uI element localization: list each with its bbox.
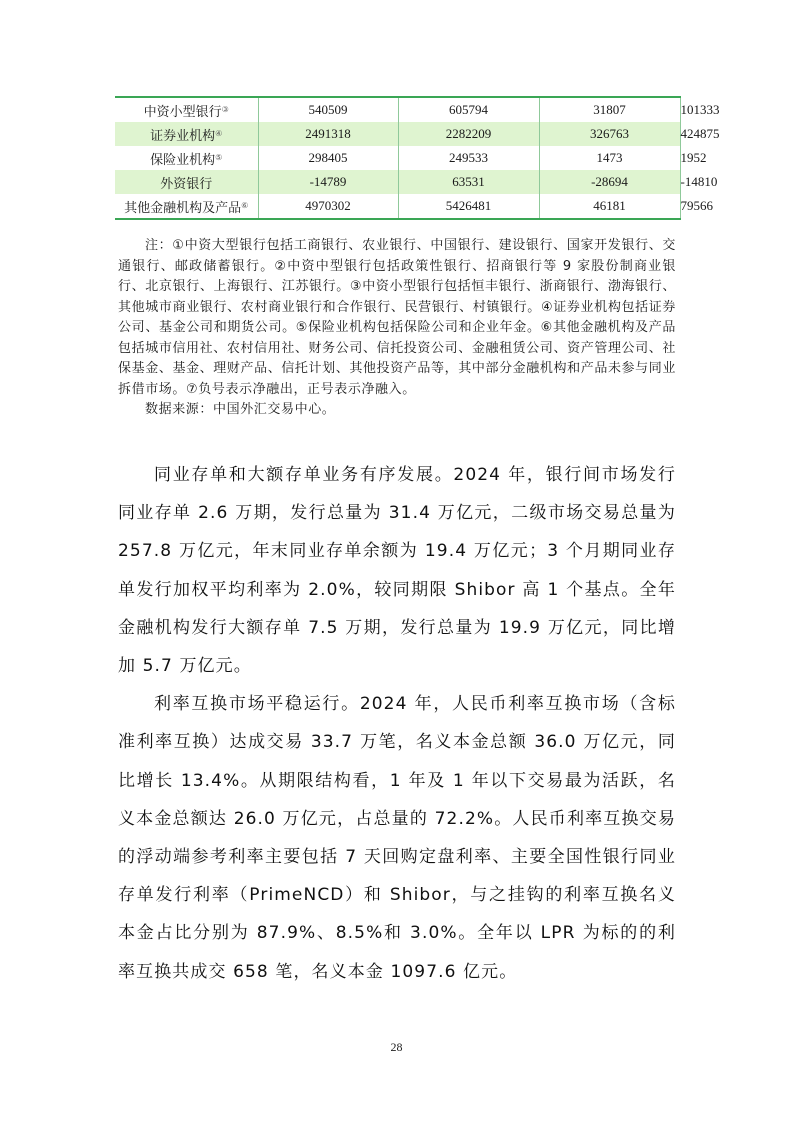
notes-text: 注：①中资大型银行包括工商银行、农业银行、中国银行、建设银行、国家开发银行、交通银行、邮政储蓄银行。②中资中型银行包括政策性银行、招商银行等 9 家股份制商业银行、北京银行、上海银行、江苏银行。③中资小型银行包括恒丰银行、浙商银行、渤海银行、其他城市商业银行、农村商业银行和合作银行、民营银行、村镇银行。④证券业机构包括证券公司、基金公司和期货公司。⑤保险业机构包括保险公司和企业年金。⑥其他金融机构及产品包括城市信用社、农村信用社、财务公司、信托投资公司、金融租赁公司、资产管理公司、社保基金、基金、理财产品、信托计划、其他投资产品等，其中部分金融机构和产品未参与同业拆借市场。⑦负号表示净融出，正号表示净融入。	[118, 238, 676, 397]
interbank-lending-table	[115, 96, 720, 220]
paragraph-ncd: 同业存单和大额存单业务有序发展。2024 年，银行间市场发行同业存单 2.6 万期，发行总量为 31.4 万亿元，二级市场交易总量为 257.8 万亿元，年末同业存单余额为 19.4 万亿元；3 个月期同业存单发行加权平均利率为 2.0%，较同期限 Shibor 高 1 个基点。全年金融机构发行大额存单 7.5 万期，发行总量为 19.9 万亿元，同比增加 5.7 万亿元。	[118, 465, 676, 677]
table-cell: 326763	[539, 122, 680, 146]
table-cell: 540509	[258, 97, 398, 122]
page-number: 28	[390, 1040, 403, 1054]
row-label: 保险业机构⑤	[150, 151, 223, 167]
table-row: 外资银行 -14789 63531 -28694 -14810	[115, 170, 680, 194]
table-cell: 63531	[398, 170, 539, 194]
row-label: 中资小型银行③	[115, 97, 258, 122]
table-cell: 605794	[398, 97, 539, 122]
table-cell: -28694	[539, 170, 680, 194]
table-row: 保险业机构⑤ 298405 249533 1473 1952	[115, 146, 680, 170]
footnote-marker: ⑤	[215, 152, 223, 162]
body-text	[118, 456, 676, 991]
table-cell: 2282209	[398, 122, 539, 146]
table-cell: 2491318	[258, 122, 398, 146]
footnote-marker: ⑥	[241, 200, 249, 210]
table-notes	[118, 236, 676, 421]
table-row: 其他金融机构及产品⑥ 4970302 5426481 46181 79566	[115, 194, 680, 219]
table-cell: 249533	[398, 146, 539, 170]
row-label: 其他金融机构及产品⑥	[115, 194, 258, 219]
row-label: 证券业机构④	[115, 122, 258, 146]
table-row: 证券业机构④ 2491318 2282209 326763 424875	[115, 122, 680, 146]
table-row: 中资小型银行③ 540509 605794 31807 101333	[115, 97, 680, 122]
table-cell: 31807	[539, 97, 680, 122]
footnote-marker: ③	[221, 104, 229, 114]
row-label: 外资银行	[115, 170, 258, 194]
table-cell: 298405	[258, 146, 398, 170]
table-cell: 46181	[539, 194, 680, 219]
table-cell: -14789	[258, 170, 398, 194]
table-cell: 4970302	[258, 194, 398, 219]
table-cell: 5426481	[398, 194, 539, 219]
data-source: 数据来源：中国外汇交易中心。	[145, 402, 336, 417]
paragraph-irs: 利率互换市场平稳运行。2024 年，人民币利率互换市场（含标准利率互换）达成交易 33.7 万笔，名义本金总额 36.0 万亿元，同比增长 13.4%。从期限结构看，1 年及 1 年以下交易最为活跃，名义本金总额达 26.0 万亿元，占总量的 72.2%。人民币利率互换交易的浮动端参考利率主要包括 7 天回购定盘利率、主要全国性银行同业存单发行利率（PrimeNCD）和 Shibor，与之挂钩的利率互换名义本金占比分别为 87.9%、8.5%和 3.0%。全年以 LPR 为标的的利率互换共成交 658 笔，名义本金 1097.6 亿元。	[118, 694, 676, 982]
table-cell: 1473	[539, 146, 680, 170]
footnote-marker: ④	[215, 128, 223, 138]
